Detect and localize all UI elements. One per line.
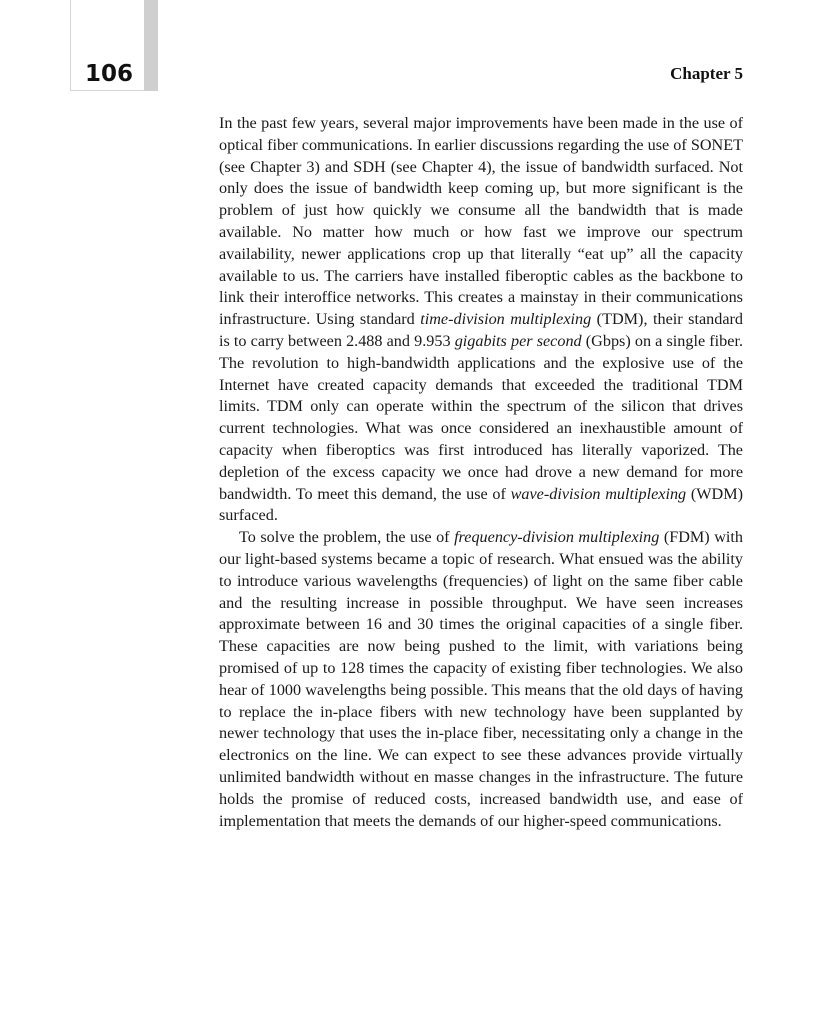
term-gigabits-per-second: gigabits per second [454, 331, 582, 350]
paragraph-1-text-c: (Gbps) on a single fiber. The revolution to high-bandwidth applications and the explosive use of the Internet have created capacity demands that exceeded the traditional TDM limits. TDM only can operate within the spectrum of the silicon that drives current technologies. What was once considered an inexhaustible amount of capacity when fiberoptics was first introduced has literally vaporized. The depletion of the excess capacity we once had drove a new demand for more bandwidth. To meet this demand, the use of [219, 331, 743, 503]
corner-bar [144, 0, 158, 91]
body-text [219, 113, 743, 832]
term-frequency-division-multiplexing: frequency-division multiplexing [454, 528, 660, 547]
paragraph-1-text-d: (WDM) surfaced. [219, 484, 743, 525]
paragraph-1-text-a: In the past few years, several major improvements have been made in the use of optical fiber communications. In earlier discussions regarding the use of SONET (see Chapter 3) and SDH (see Chapter 4), the issue of bandwidth surfaced. Not only does the issue of bandwidth keep coming up, but more significant is the problem of just how quickly we consume all the bandwidth that is made available. No matter how much or how fast we improve our spectrum availability, newer applications crop up that literally “eat up” all the capacity available to us. The carriers have installed fiberoptic cables as the backbone to link their interoffice networks. This creates a mainstay in their communications infrastructure. Using standard [219, 114, 743, 329]
paragraph-1 [219, 113, 743, 527]
paragraph-2-text-b: (FDM) with our light-based systems became a topic of research. What ensued was the ability to introduce various wavelengths (frequencies) of light on the same fiber cable and the resulting increase in possible throughput. We have seen increases approximate between 16 and 30 times the original capacities of a single fiber. These capacities are now being pushed to the limit, with variations being promised of up to 128 times the capacity of existing fiber technologies. We also hear of 1000 wavelengths being possible. This means that the old days of having to replace the in-place fibers with new technology have been supplanted by newer technology that uses the in-place fiber, necessitating only a change in the electronics on the line. We can expect to see these advances provide virtually unlimited bandwidth without en masse changes in the infrastructure. The future holds the promise of reduced costs, increased bandwidth use, and ease of implementation that meets the demands of our higher-speed communications. [219, 528, 743, 830]
term-time-division-multiplexing: time-division multiplexing [420, 310, 592, 329]
paragraph-2-text-a: To solve the problem, the use of [239, 528, 455, 547]
page-number: 106 [85, 61, 134, 87]
paragraph-2 [219, 527, 743, 832]
corner-rule-vertical [70, 0, 71, 91]
paragraph-1-text-b: (TDM), their standard is to carry between 2.488 and 9.953 [219, 310, 743, 350]
running-head: Chapter 5 [670, 64, 743, 83]
term-wave-division-multiplexing: wave-division multiplexing [510, 484, 687, 503]
